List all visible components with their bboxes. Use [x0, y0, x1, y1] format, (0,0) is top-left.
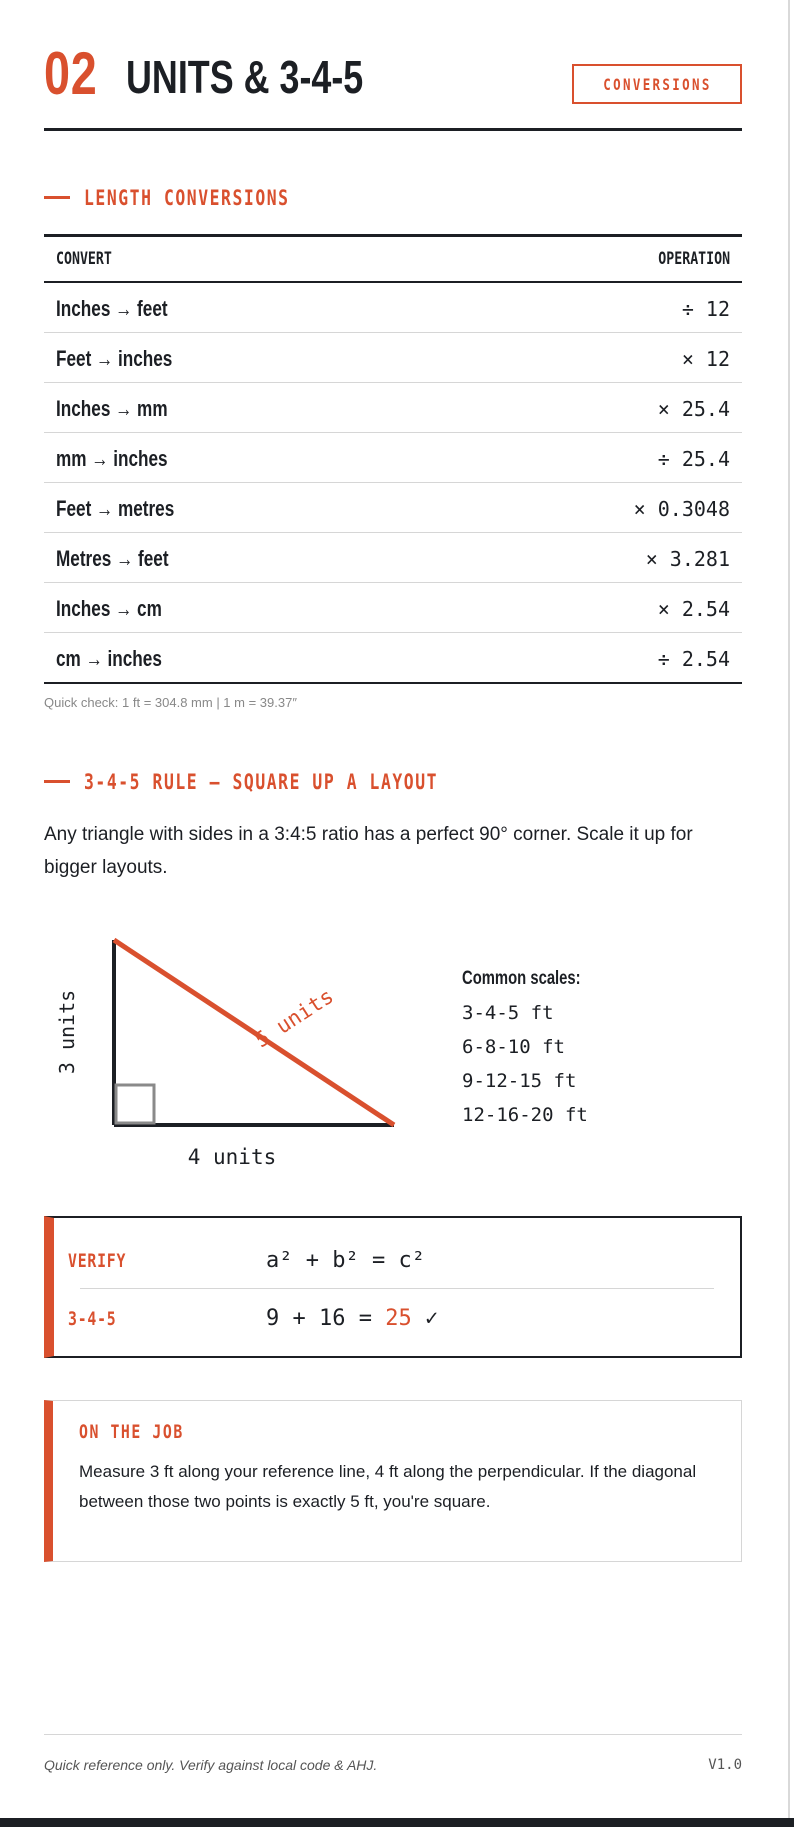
- section-tag: [572, 64, 742, 104]
- table-row: [44, 533, 742, 583]
- on-the-job-text: Measure 3 ft along your reference line, 4 ft along the perpendicular. If the diagonal between those two points is exactly 5 ft, you're square.: [79, 1462, 697, 1511]
- conversion-operation: ÷ 25.4: [657, 447, 730, 471]
- table-row: [44, 483, 742, 533]
- table-row: [44, 633, 742, 682]
- conversion-from: cm → inches: [56, 646, 162, 671]
- table-row: [44, 283, 742, 333]
- side-b-label: 4 units: [187, 1145, 277, 1169]
- conversion-operation: ÷ 2.54: [657, 647, 730, 671]
- rule-intro-text: Any triangle with sides in a 3:4:5 ratio has a perfect 90° corner. Scale it up for bigger layouts.: [44, 824, 693, 878]
- page-number: 02: [44, 40, 98, 107]
- hypotenuse-label: 5 units: [250, 983, 338, 1053]
- conversion-operation: × 0.3048: [633, 497, 730, 521]
- table-row: [44, 333, 742, 383]
- common-scales: [462, 968, 614, 1132]
- side-a-label: 3 units: [55, 989, 79, 1075]
- verify-result: 25: [385, 1306, 412, 1331]
- length-conversions-heading: LENGTH CONVERSIONS: [44, 186, 348, 210]
- version-label: V1.0: [708, 1757, 742, 1773]
- page-footer: [44, 1734, 742, 1795]
- triangle-diagram: [44, 920, 464, 1180]
- scale-item: 9-12-15 ft: [462, 1070, 577, 1092]
- common-scales-title: Common scales:: [462, 968, 581, 989]
- scale-list: [462, 996, 614, 1132]
- conversion-from: Metres → feet: [56, 546, 169, 571]
- heading-dash: [44, 780, 70, 783]
- conversion-operation: × 2.54: [657, 597, 730, 621]
- conversion-operation: × 25.4: [657, 397, 730, 421]
- scale-item: 3-4-5 ft: [462, 1002, 554, 1024]
- check-icon: ✓: [424, 1306, 439, 1331]
- on-the-job-callout: [44, 1400, 742, 1562]
- on-the-job-title: ON THE JOB: [79, 1421, 184, 1443]
- table-body: [44, 283, 742, 682]
- page-title: UNITS & 3-4-5: [126, 51, 364, 103]
- table-row: [44, 383, 742, 433]
- conversion-from: mm → inches: [56, 446, 168, 471]
- bottom-edge-bar: [0, 1818, 794, 1827]
- verify-box: [44, 1216, 742, 1358]
- section-tag-label: CONVERSIONS: [602, 74, 712, 94]
- conversion-from: Inches → cm: [56, 596, 162, 621]
- column-header-operation: OPERATION: [658, 249, 730, 269]
- conversion-table: [44, 234, 742, 684]
- footer-disclaimer: Quick reference only. Verify against local code & AHJ.: [44, 1757, 378, 1773]
- conversion-from: Inches → feet: [56, 296, 168, 321]
- page-header: [44, 40, 742, 131]
- conversion-operation: ÷ 12: [681, 297, 730, 321]
- table-row: [44, 433, 742, 483]
- conversion-from: Inches → mm: [56, 396, 168, 421]
- conversion-from: Feet → metres: [56, 496, 175, 521]
- table-header: [44, 237, 742, 283]
- table-row: [44, 583, 742, 633]
- conversion-operation: × 12: [681, 347, 730, 371]
- verify-calculation: 9 + 16 = 25 ✓: [266, 1306, 439, 1331]
- heading-dash: [44, 196, 70, 199]
- rule-heading: 3-4-5 RULE — SQUARE UP A LAYOUT: [44, 770, 538, 794]
- conversion-from: Feet → inches: [56, 346, 173, 371]
- scale-item: 6-8-10 ft: [462, 1036, 565, 1058]
- quick-check-note: Quick check: 1 ft = 304.8 mm | 1 m = 39.37″: [44, 695, 297, 710]
- column-header-convert: CONVERT: [56, 249, 112, 269]
- verify-example-label: 3-4-5: [68, 1308, 117, 1330]
- pythagorean-formula: a² + b² = c²: [266, 1248, 425, 1273]
- right-angle-marker: [116, 1085, 154, 1123]
- scale-item: 12-16-20 ft: [462, 1104, 588, 1126]
- conversion-operation: × 3.281: [645, 547, 730, 571]
- verify-label: VERIFY: [68, 1250, 127, 1272]
